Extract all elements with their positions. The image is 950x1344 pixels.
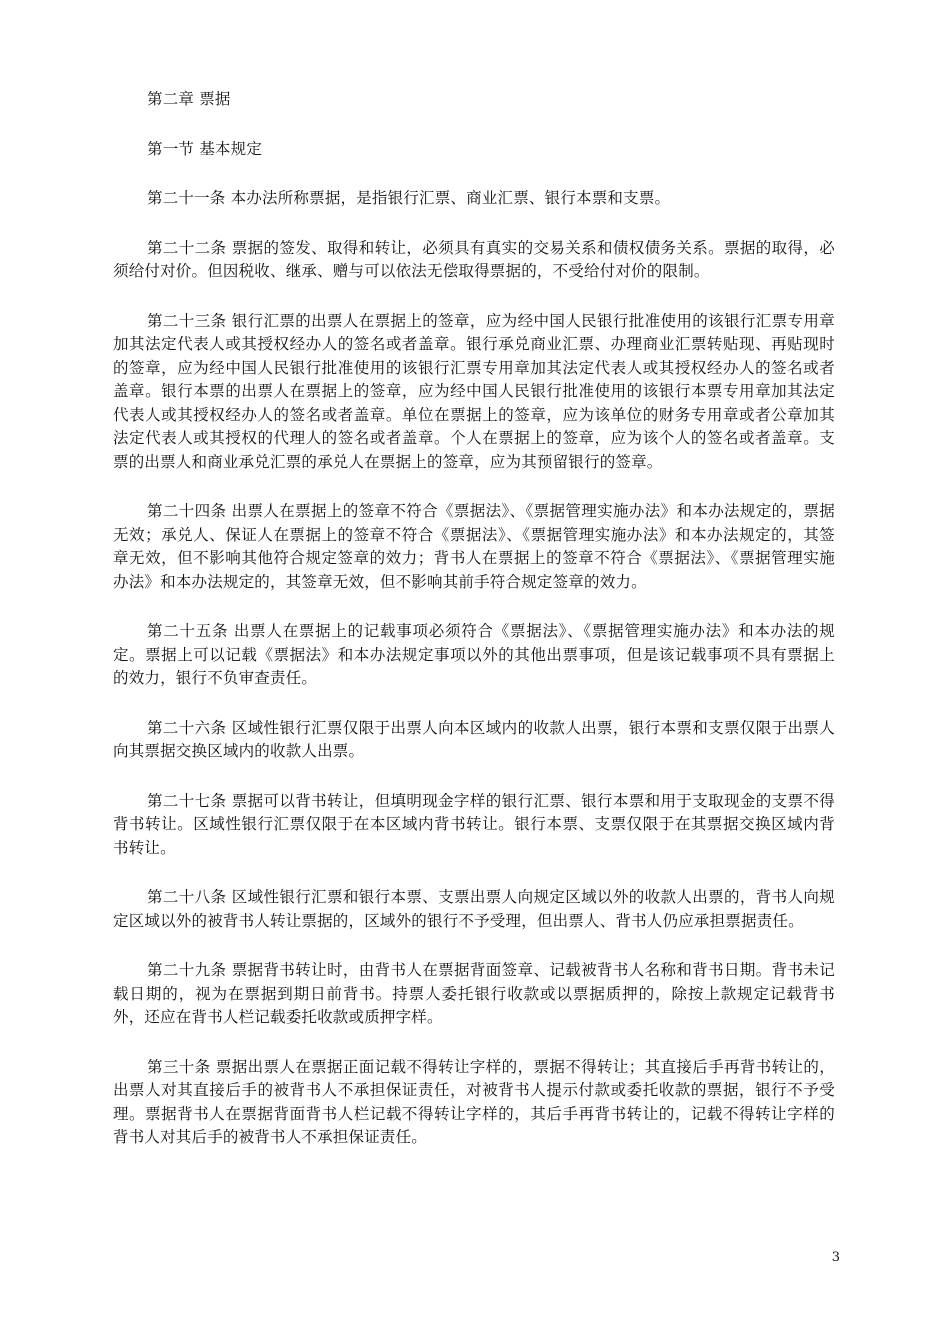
- page-number: 3: [831, 1250, 840, 1265]
- document-body: [113, 88, 835, 1176]
- article-22: 第二十二条 票据的签发、取得和转让，必须具有真实的交易关系和债权债务关系。票据的取得，必须给付对价。但因税收、继承、赠与可以依法无偿取得票据的，不受给付对价的限制。: [113, 238, 835, 280]
- article-27: 第二十七条 票据可以背书转让，但填明现金字样的银行汇票、银行本票和用于支取现金的支票不得背书转让。区域性银行汇票仅限于在本区域内背书转让。银行本票、支票仅限于在其票据交换区域内背书转让。: [113, 791, 835, 857]
- chapter-heading: 第二章 票据: [147, 90, 231, 108]
- article-29: 第二十九条 票据背书转让时，由背书人在票据背面签章、记载被背书人名称和背书日期。背书未记载日期的，视为在票据到期日前背书。持票人委托银行收款或以票据质押的，除按上款规定记载背书外，还应在背书人栏记载委托收款或质押字样。: [113, 961, 835, 1026]
- article-26: 第二十六条 区域性银行汇票仅限于出票人向本区域内的收款人出票，银行本票和支票仅限于出票人向其票据交换区域内的收款人出票。: [113, 718, 835, 760]
- article-30: 第三十条 票据出票人在票据正面记载不得转让字样的，票据不得转让；其直接后手再背书转让的，出票人对其直接后手的被背书人不承担保证责任，对被背书人提示付款或委托收款的票据，银行不予受理。票据背书人在票据背面背书人栏记载不得转让字样的，其后手再背书转让的，记载不得转让字样的背书人对其后手的被背书人不承担保证责任。: [113, 1057, 835, 1146]
- article-28: 第二十八条 区域性银行汇票和银行本票、支票出票人向规定区域以外的收款人出票的，背书人向规定区域以外的被背书人转让票据的，区域外的银行不予受理，但出票人、背书人仍应承担票据责任。: [113, 888, 835, 930]
- article-21: 第二十一条 本办法所称票据，是指银行汇票、商业汇票、银行本票和支票。: [147, 189, 671, 207]
- article-25: 第二十五条 出票人在票据上的记载事项必须符合《票据法》、《票据管理实施办法》和本办法的规定。票据上可以记载《票据法》和本办法规定事项以外的其他出票事项，但是该记载事项不具有票据上的效力，银行不负审查责任。: [113, 622, 835, 687]
- section-heading: 第一节 基本规定: [147, 139, 263, 158]
- article-24: 第二十四条 出票人在票据上的签章不符合《票据法》、《票据管理实施办法》和本办法规定的，票据无效；承兑人、保证人在票据上的签章不符合《票据法》、《票据管理实施办法》和本办法规定的，其签章无效，但不影响其他符合规定签章的效力；背书人在票据上的签章不符合《票据法》、《票据管理实施办法》和本办法规定的，其签章无效，但不影响其前手符合规定签章的效力。: [113, 502, 835, 591]
- article-23: 第二十三条 银行汇票的出票人在票据上的签章，应为经中国人民银行批准使用的该银行汇票专用章加其法定代表人或其授权经办人的签名或者盖章。银行承兑商业汇票、办理商业汇票转贴现、再贴现时的签章，应为经中国人民银行批准使用的该银行汇票专用章加其法定代表人或其授权经办人的签名或者盖章。银行本票的出票人在票据上的签章，应为经中国人民银行批准使用的该银行本票专用章加其法定代表人或其授权经办人的签名或者盖章。单位在票据上的签章，应为该单位的财务专用章或者公章加其法定代表人或其授权的代理人的签名或者盖章。个人在票据上的签章，应为该个人的签名或者盖章。支票的出票人和商业承兑汇票的承兑人在票据上的签章，应为其预留银行的签章。: [113, 311, 835, 471]
